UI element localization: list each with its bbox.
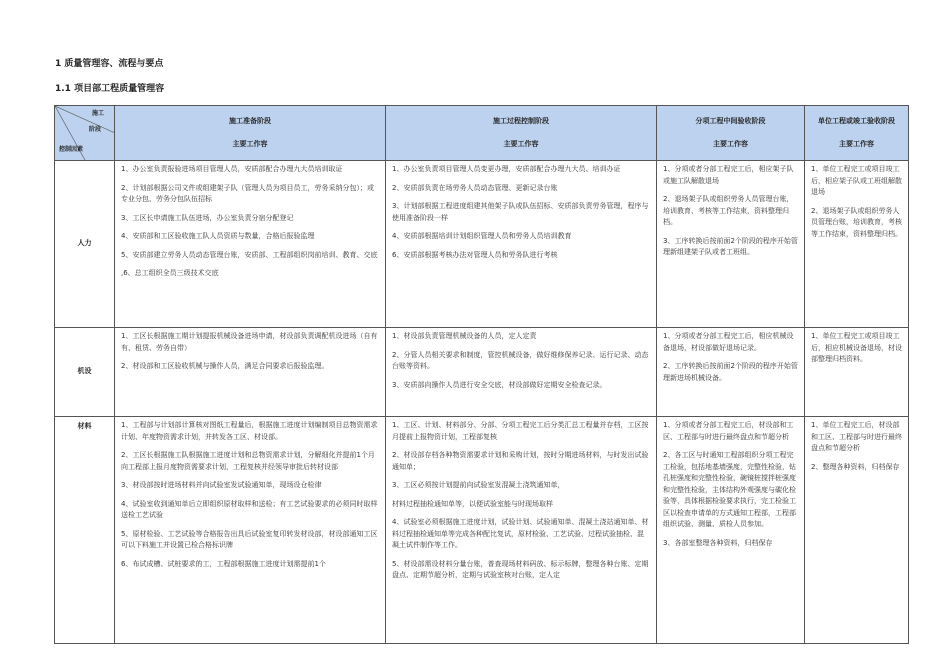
cell-paragraph: 3、各部室整理各种资料，归档保存 [663, 538, 773, 547]
cell-paragraph: 6、布试成槽、试桩要求的工，工程部根据施工进度计划需提前1个 [121, 559, 326, 568]
cell-paragraph: 2、各工区与时通知工程部组织分项工程完工检验，包括地基墙强度，完整性检验，钻孔桩强度和完整性检验，碗镜桩搅拌桩强度和完整性检验，主体结构外观强度与碳化检验等，具体根据检验要求执行，完工检验工区以检查申请单的方式通知工程部，工程部组织试验、测量、质检人员参加。 [663, 451, 796, 528]
table-cell [115, 161, 386, 328]
quality-management-table [54, 105, 909, 644]
cell-paragraph: 2、整理各种资料，归档保存 [811, 462, 900, 471]
row-manpower [55, 161, 909, 328]
cell-paragraph: 4、试验室必须根据施工进度计划，试验计划、试验通知单、混凝土浇站通知单、材料过程抽检通知单等完成各种配比复试，原材检验、工艺试验、过程试验抽检、混凝土试件制作等工作。 [392, 518, 649, 549]
cell-paragraph: 2、计划部根据公司文件或组建架子队（管理人员为项目员工，劳务采纳分包）；或专业分包、劳务分包队伍招标 [121, 183, 374, 203]
phase-header-intermediate-acceptance: 分项工程中间验收阶段 主要工作容 [657, 106, 805, 161]
corner-middle-label: 阶段 [89, 126, 102, 133]
cell-paragraph: 2、工序转换后按前面2个阶段的程序开始管理新进场机械设备。 [663, 362, 798, 382]
cell-paragraph: 2、分管人员相关要求和制度，管控机械设备，做好维修保养记录、运行记录、动态台账等资料。 [392, 350, 649, 370]
cell-paragraph: 1、办公室负责项目管理人员变更办理，安质部配合办理九大员、培训办证 [392, 165, 621, 173]
table-cell [657, 328, 805, 417]
cell-paragraph: 1、单位工程完工或项目竣工后，相应架子队或工班组解散退场 [811, 165, 902, 196]
cell-paragraph: 3、工区必须按计划提前向试验室发混凝土浇筑通知单， [392, 481, 565, 489]
table-cell [386, 161, 657, 328]
cell-paragraph: 2、材设部和工区验收机械与操作人员，满足合同要求后报验监理。 [121, 362, 329, 370]
cell-paragraph: 2、退场架子队或组织劳务人员管理台账，培训教育、考核等工作结束，资料整理归档。 [663, 195, 794, 226]
cell-paragraph: 2、安质部负责在场劳务人员动态管理、更新记录台账 [392, 183, 558, 192]
cell-paragraph: 5、安质部建立劳务人员动态管理台账，安质部、工程部组织岗前培训、教育、交底 [121, 250, 378, 259]
corner-bottom-label: 控制因素 [59, 146, 84, 153]
cell-paragraph: 1、分项或者分部工程完工后，相应架子队或施工队解散退场 [663, 165, 794, 185]
cell-paragraph: ,6、总工组织全员三级技术交底 [121, 269, 219, 277]
table-cell [805, 161, 909, 328]
cell-paragraph: 6、安质部根据考核办法对管理人员和劳务队进行考核 [392, 250, 558, 259]
cell-paragraph: 2、材设部存档各种物资需要求计划和采购计划，按时分期进场材料，与时发出试验通知单； [392, 451, 649, 471]
phase-header-preparation: 施工准备阶段 主要工作容 [115, 106, 386, 161]
phase-header-final-acceptance: 单位工程或竣工验收阶段 主要工作容 [805, 106, 909, 161]
phase-header-process-control: 施工过程控制阶段 主要工作容 [386, 106, 657, 161]
cell-paragraph: 材料过程抽检通知单等，以便试验室能与时现场取样 [392, 499, 553, 508]
cell-paragraph: 4、试验室收到通知单后立即组织原材取样和送检；有工艺试验要求的必须同时取样送检工艺试验 [121, 499, 378, 519]
cell-paragraph: 1、工程部与计划部计算核对图纸工程量后，根据施工进度计划编制项目总物资需求计划、年度物资需求计划，并转发各工区、材设部。 [121, 421, 378, 441]
cell-paragraph: 3、工区长申请施工队伍进场，办公室负责分宿分配登记 [121, 213, 294, 222]
table-cell [805, 328, 909, 417]
table-cell [386, 417, 657, 644]
cell-paragraph: 3、工序转换后按前面2个阶段的程序开始管理新组建架子队或者工班组。 [663, 236, 798, 256]
cell-paragraph: 3、安质部向操作人员进行安全交底，材设部做好定期安全检查记录。 [392, 380, 607, 389]
cell-paragraph: 4、安质部和工区验收施工队人员资质与数量，合格后报验监理 [121, 232, 315, 240]
table-cell [115, 417, 386, 644]
cell-paragraph: 4、安质部根据培训计划组织管理人员和劳务人员培训教育 [392, 232, 572, 240]
cell-paragraph: 5、材设部需设材料分量台账，普查现场材料码放、标示标牌，整理各种台账、定期盘点、定期节超分析，定期与试验室核对台账，定人定 [392, 559, 649, 579]
cell-paragraph: 3、材设部按时进场材料并向试验室发试验通知单，现场设仓检律 [121, 481, 322, 489]
section-heading: 1 质量管理容、流程与要点 [55, 59, 164, 69]
cell-paragraph: 5、原材检验、工艺试验等合格报告出具后试验室复印转发材设部，材设部通知工区可以下料施工并设置已检合格标识牌 [121, 529, 378, 549]
cell-paragraph: 1、单位工程完工后，材设部和工区、工程部与时进行最终盘点和节超分析 [811, 421, 902, 452]
row-factor-label: 机设 [55, 328, 115, 417]
row-factor-label: 人力 [55, 161, 115, 328]
cell-paragraph: 1、单位工程完工或项目竣工后，相应机械设备退场，材设部整理归档资料。 [811, 332, 902, 363]
row-factor-label: 材料 [55, 417, 115, 644]
cell-paragraph: 1、办公室负责报验进场项目管理人员，安质部配合办理九大员培训取证 [121, 165, 343, 173]
table-cell [386, 328, 657, 417]
subsection-heading: 1.1 项目部工程质量管理容 [55, 84, 165, 94]
cell-paragraph: 2、工区长根据施工队根据施工进度计划和总物资需求计划，分解细化并提前1个月向工程部上报月度物资需要求计划，工程复核并经领导审批后转材设部 [121, 451, 375, 471]
table-cell [805, 417, 909, 644]
cell-paragraph: 1、工区长根据施工期计划提报机械设备进场申请，材设部负责调配机设进场（自有有、租赁、劳务自带） [121, 332, 378, 352]
corner-top-label: 施工 [91, 110, 104, 117]
cell-paragraph: 3、计划部根据工程进度组建其他架子队或队伍招标、安质部负责劳务管理，程序与使用准备阶段一样 [392, 202, 649, 222]
cell-paragraph: 2、退场架子队或组织劳务人员管理台账，培训教育，考核等工作结束，资料整理归档。 [811, 206, 902, 238]
cell-paragraph: 1、工区、计划、材料部分、分部、分项工程完工后分类汇总工程量并存档，工区按月提前上报物资计划，工程部复核 [392, 421, 649, 441]
cell-paragraph: 1、分项或者分部工程完工后，相应机械设备退场，材设部做好退场记录。 [663, 332, 794, 352]
row-materials [55, 417, 909, 644]
cell-paragraph: 1、材设部负责管理机械设备的人员，定人定责 [392, 332, 537, 340]
cell-paragraph: 1、分项或者分部工程完工后，材设部和工区、工程部与时进行最终盘点和节超分析 [663, 421, 794, 441]
table-cell [657, 417, 805, 644]
table-cell [657, 161, 805, 328]
corner-header [55, 106, 115, 161]
row-equipment [55, 328, 909, 417]
table-cell [115, 328, 386, 417]
